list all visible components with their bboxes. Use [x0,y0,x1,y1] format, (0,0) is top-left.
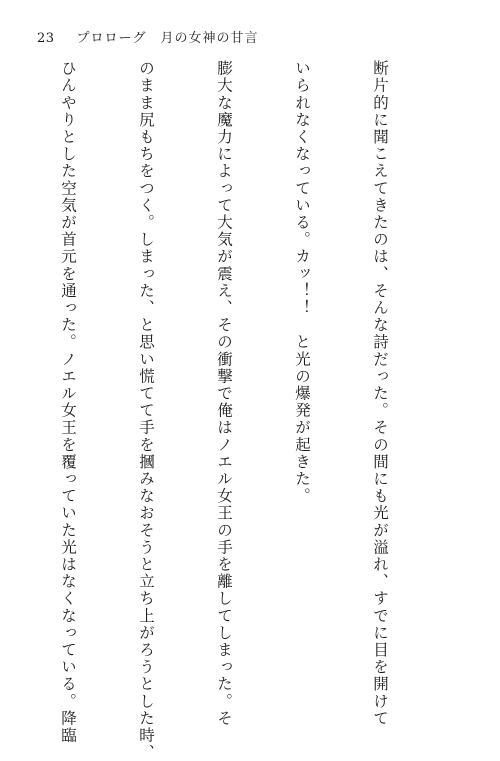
page-number: 23 [37,31,55,46]
text-line: 膨大な魔力によって大気が震え、その衝撃で俺はノエル女王の手を離してしまった。そ [215,60,233,727]
text-line: いられなくなっている。カッ！！ と光の爆発が起きた。 [293,60,311,505]
text-line [0,60,3,670]
text-line: 断片的に聞こえてきたのは、そんな詩だった。その間にも光が溢れ、すでに目を開けて [371,60,389,727]
text-line: のまま尻もちをつく。しまった、と思い慌てて手を摑みなおそうと立ち上がろうとした時、 [137,60,155,761]
text-line: ひんやりとした空気が首元を通った。ノエル女王を覆っていた光はなくなっている。降臨 [59,60,77,744]
running-head: プロローグ 月の女神の甘言 [76,31,259,46]
body-text [59,60,445,761]
page-header [37,32,259,45]
